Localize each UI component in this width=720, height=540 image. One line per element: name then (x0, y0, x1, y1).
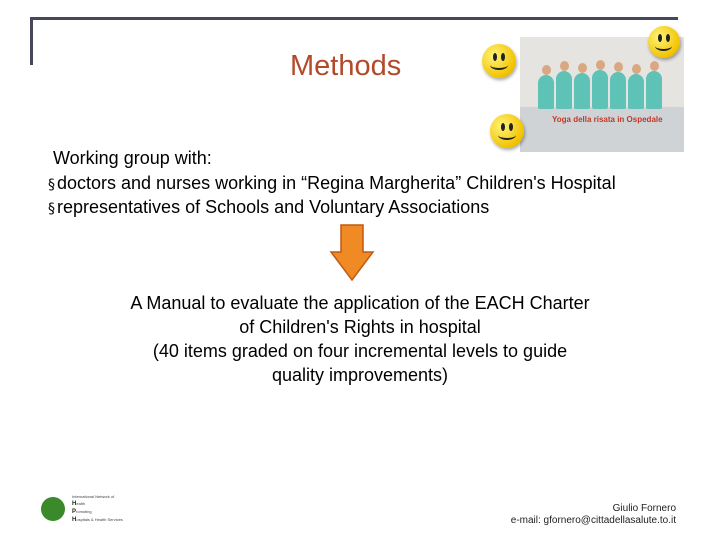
hph-logo-icon (41, 497, 65, 521)
photo-head (650, 61, 659, 71)
frame-top-line (30, 17, 678, 20)
smiley-icon (648, 26, 680, 58)
photo-head (632, 64, 641, 74)
photo-person (592, 70, 608, 109)
photo-head (596, 60, 605, 70)
photo-person (628, 74, 644, 109)
smiley-icon (490, 114, 524, 148)
photo-head (542, 65, 551, 75)
logo-text-line: Health (72, 501, 86, 507)
manual-description (80, 291, 640, 387)
logo-text-line: International Network of (72, 494, 115, 499)
logo-text-line: Hospitals & Health Services (72, 517, 123, 523)
photo-head (560, 61, 569, 71)
author-email: e-mail: gfornero@cittadellasalute.to.it (510, 515, 676, 526)
bullet-text: doctors and nurses working in “Regina Margherita” Children's Hospital (57, 173, 616, 193)
smiley-icon (482, 44, 516, 78)
photo-person (610, 72, 626, 109)
photo-floor (520, 107, 684, 152)
down-arrow-icon (329, 224, 375, 282)
bullet-item (48, 197, 489, 218)
bullet-item (48, 173, 616, 194)
bullet-marker: § (48, 177, 55, 193)
manual-line: (40 items graded on four incremental levels to guide (152, 341, 568, 361)
logo-text-line: Promoting (72, 509, 92, 515)
bullet-text: representatives of Schools and Voluntary Associations (57, 197, 490, 217)
photo-person (574, 73, 590, 109)
photo-person (556, 71, 572, 109)
bullet-marker: § (48, 201, 55, 217)
photo-person (538, 75, 554, 109)
manual-line: quality improvements) (271, 365, 449, 385)
photo-head (578, 63, 587, 73)
intro-text: Working group with: (53, 148, 212, 168)
author-name: Giulio Fornero (612, 503, 676, 514)
manual-line: A Manual to evaluate the application of the EACH Charter (130, 293, 590, 313)
photo-caption: Yoga della risata in Ospedale (552, 115, 663, 124)
manual-line: of Children's Rights in hospital (239, 317, 481, 337)
frame-left-line (30, 17, 33, 65)
photo-person (646, 71, 662, 109)
photo-head (614, 62, 623, 72)
slide-title: Methods (290, 50, 402, 82)
author-credit (480, 503, 676, 527)
